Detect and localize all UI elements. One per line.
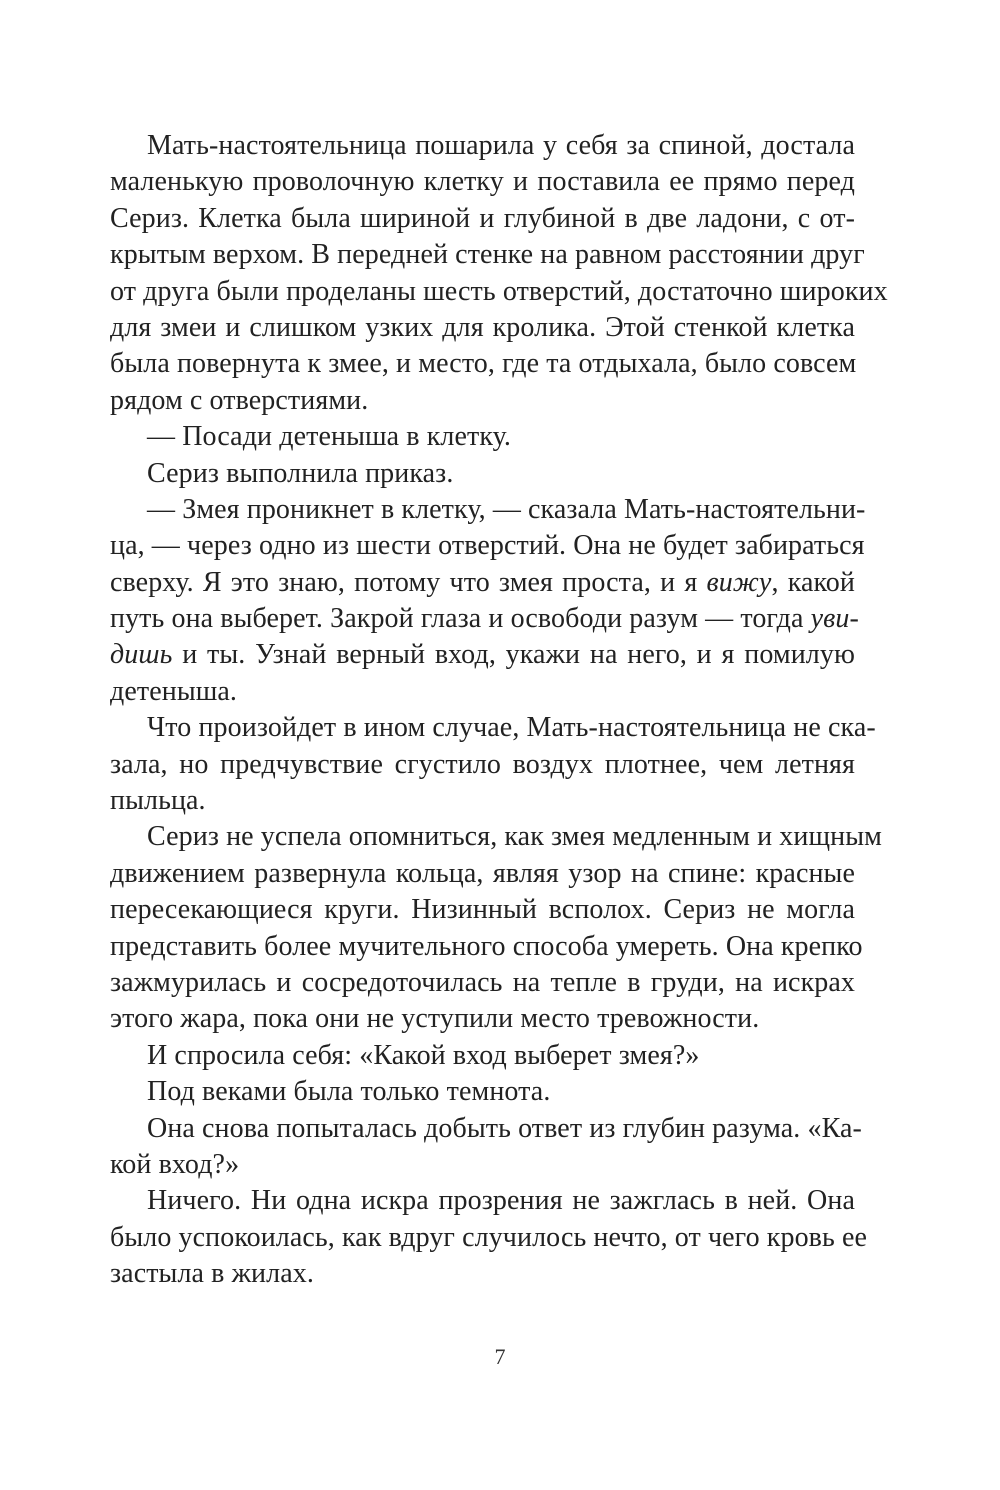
text-line: была повернута к змее, и место, где та отдыхала, было совсем — [110, 348, 857, 380]
text-line: рядом с отверстиями. — [110, 384, 369, 416]
text-line: этого жара, пока они не уступили место тревожности. — [110, 1003, 760, 1035]
text-line: — Змея проникнет в клетку, — сказала Мать-настоятельни- — [147, 493, 866, 525]
text-line: маленькую проволочную клетку и поставила ее прямо перед — [110, 166, 855, 198]
text-segment: , какой — [771, 566, 855, 598]
italic-word: вижу — [706, 566, 772, 598]
text-segment: сверху. Я это знаю, потому что змея проста, и я — [110, 566, 707, 598]
text-line: от друга были проделаны шесть отверстий, достаточно широких — [110, 275, 888, 307]
text-line: Сериз. Клетка была шириной и глубиной в две ладони, с от- — [110, 202, 855, 234]
text-line: крытым верхом. В передней стенке на равном расстоянии друг — [110, 239, 865, 271]
text-line: Ничего. Ни одна искра прозрения не зажглась в ней. Она — [147, 1185, 855, 1217]
italic-word: дишь — [110, 639, 173, 671]
text-line — [110, 601, 859, 637]
text-line: — Посади детеныша в клетку. — [147, 421, 512, 453]
text-line: пыльца. — [110, 785, 206, 817]
text-line: было успокоилась, как вдруг случилось нечто, от чего кровь ее — [110, 1221, 868, 1253]
text-line: зала, но предчувствие сгустило воздух плотнее, чем летняя — [110, 748, 855, 780]
text-line: движением развернула кольца, являя узор на спине: красные — [110, 857, 855, 889]
page-number: 7 — [494, 1344, 506, 1369]
text-line: зажмурилась и сосредоточилась на тепле в груди, на искрах — [110, 966, 855, 998]
text-line: для змеи и слишком узких для кролика. Этой стенкой клетка — [110, 311, 855, 343]
text-line: детеныша. — [110, 675, 238, 707]
text-line: ца, — через одно из шести отверстий. Она не будет забираться — [110, 530, 865, 562]
text-line: Она снова попыталась добыть ответ из глубин разума. «Ка- — [147, 1112, 862, 1144]
text-line: Под веками была только темнота. — [147, 1076, 551, 1108]
page-text — [110, 128, 888, 1293]
text-line — [110, 637, 855, 673]
text-line: кой вход?» — [110, 1148, 240, 1180]
text-line: И спросила себя: «Какой вход выберет змея?» — [147, 1039, 700, 1071]
text-line: застыла в жилах. — [110, 1258, 314, 1290]
text-line: Сериз не успела опомниться, как змея медленным и хищным — [147, 821, 882, 853]
text-line: Сериз выполнила приказ. — [147, 457, 454, 489]
text-segment: путь она выберет. Закрой глаза и освободи разум — тогда — [110, 603, 811, 635]
italic-word: уви- — [810, 603, 859, 635]
text-segment: и ты. Узнай верный вход, укажи на него, и я помилую — [172, 639, 855, 671]
text-line: Что произойдет в ином случае, Мать-настоятельница не ска- — [147, 712, 876, 744]
book-page-body — [110, 128, 888, 1293]
text-line: пересекающиеся круги. Низинный всполох. Сериз не могла — [110, 894, 855, 926]
text-line — [110, 565, 855, 601]
text-line: представить более мучительного способа умереть. Она крепко — [110, 930, 863, 962]
text-line: Мать-настоятельница пошарила у себя за спиной, достала — [147, 130, 855, 161]
